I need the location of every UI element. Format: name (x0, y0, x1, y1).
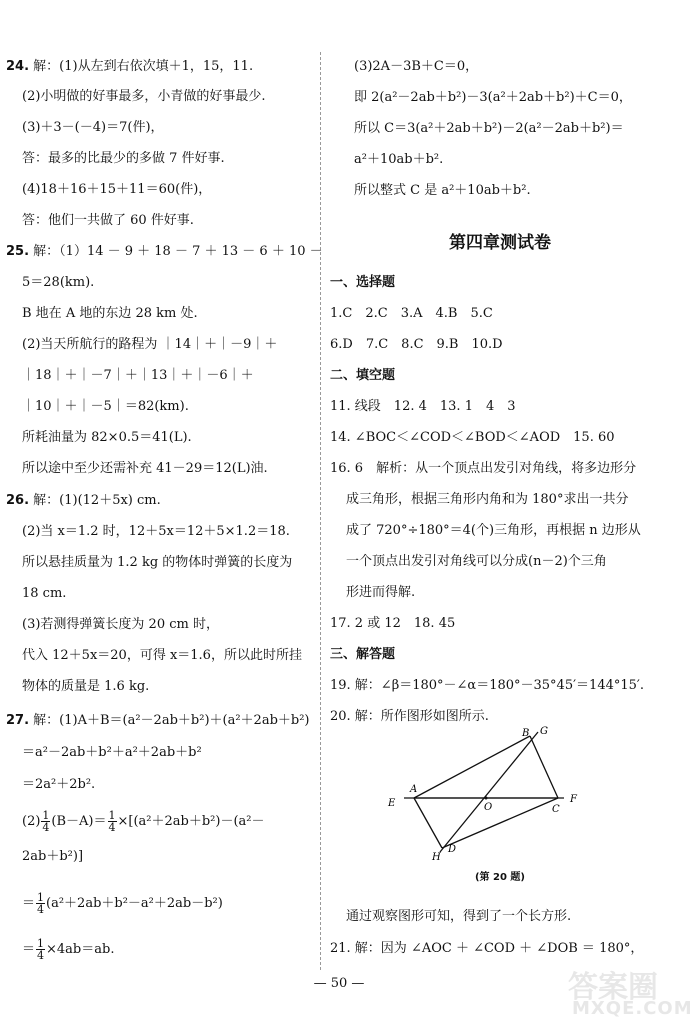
section-solve: 三、解答题 (330, 647, 396, 662)
answer-16-line-1: 16. 6 解析：从一个顶点出发引对角线，将多边形分 (330, 461, 637, 476)
answer-27-line-6: ＝ $\frac{1}{4}$ (a²＋2ab＋b²－a²＋2ab－b²) (22, 891, 223, 916)
answer-25-line-5: ｜18｜＋｜－7｜＋｜13｜＋｜－6｜＋ (22, 368, 254, 383)
answer-16-line-4: 一个顶点出发引对角线可以分成(n－2)个三角 (346, 554, 607, 569)
fill-answers-3: 17. 2 或 12 18. 45 (330, 616, 456, 631)
answer-25-line-7: 所耗油量为 82×0.5＝41(L). (22, 430, 192, 445)
answer-27-3-line-4: a²＋10ab＋b². (354, 152, 444, 167)
choice-answers-2: 6.D 7.C 8.C 9.B 10.D (330, 337, 503, 352)
answer-20-conclusion: 通过观察图形可知，得到了一个长方形. (346, 909, 572, 924)
answer-24-line-2: (2)小明做的好事最多，小青做的好事最少. (22, 89, 266, 104)
answer-25-line-8: 所以途中至少还需补充 41－29＝12(L)油. (22, 461, 268, 476)
column-divider (320, 52, 321, 970)
answer-26-line-2: (2)当 x＝1.2 时，12＋5x＝12＋5×1.2＝18. (22, 524, 290, 539)
answer-25-line-4: (2)当天所航行的路程为 ｜14｜＋｜－9｜＋ (22, 337, 278, 352)
answer-26-line-5: (3)若测得弹簧长度为 20 cm 时， (22, 617, 219, 632)
point-o (485, 797, 488, 800)
answer-24-line-5: (4)18＋16＋15＋11＝60(件)， (22, 182, 212, 197)
answer-27-3-line-2: 即 2(a²－2ab＋b²)－3(a²＋2ab＋b²)＋C＝0， (354, 90, 632, 105)
answer-24-line-1: 24. 解：(1)从左到右依次填＋1，15，11. (6, 59, 254, 74)
label-a: A (410, 784, 418, 795)
answer-19: 19. 解：∠β＝180°－∠α＝180°－35°45′＝144°15′. (330, 678, 644, 693)
answer-27-3-line-3: 所以 C＝3(a²＋2ab＋b²)－2(a²－2ab＋b²)＝ (354, 121, 624, 136)
answer-24-line-3: (3)＋3－(－4)＝7(件)， (22, 120, 164, 135)
answer-24-line-6: 答：他们一共做了 60 件好事. (22, 213, 194, 228)
label-g: G (540, 726, 548, 737)
page-number: — 50 — (313, 976, 365, 991)
answer-27-line-4: (2) $\frac{1}{4}$ (B－A)＝ $\frac{1}{4}$ ×[(a²＋2ab＋b²)－(a²－ (22, 809, 265, 834)
fraction-one-quarter: $\frac{1}{4}$ (37, 891, 45, 916)
answer-24-line-4: 答：最多的比最少的多做 7 件好事. (22, 151, 225, 166)
answer-27-3-line-5: 所以整式 C 是 a²＋10ab＋b². (354, 183, 531, 198)
answer-27-line-3: ＝2a²＋2b². (22, 777, 96, 792)
answer-26-line-6: 代入 12＋5x＝20，可得 x＝1.6，所以此时所挂 (22, 648, 302, 663)
watermark-logo: 答案圈 MXQE.COM (568, 970, 693, 1019)
answer-16-line-3: 成了 720°÷180°＝4(个)三角形，再根据 n 边形从 (346, 523, 641, 538)
label-f: F (570, 794, 577, 805)
segment-ab (414, 736, 530, 798)
chapter-title: 第四章测试卷 (449, 233, 551, 253)
answer-16-line-5: 形进而得解. (346, 585, 416, 600)
answer-27-line-2: ＝a²－2ab＋b²＋a²＋2ab＋b² (22, 745, 202, 760)
answer-27-line-7: ＝ $\frac{1}{4}$ ×4ab＝ab. (22, 937, 115, 962)
answer-26-line-4: 18 cm. (22, 586, 67, 601)
answer-25-line-6: ｜10｜＋｜－5｜＝82(km). (22, 399, 189, 414)
answer-21: 21. 解：因为 ∠AOC ＋ ∠COD ＋ ∠DOB ＝ 180°， (330, 941, 644, 956)
label-d: D (448, 844, 457, 855)
label-e: E (388, 798, 396, 809)
segment-bc (530, 736, 558, 798)
fraction-one-quarter: $\frac{1}{4}$ (108, 809, 116, 834)
answer-25-line-1: 25. 解：（1）14 － 9 ＋ 18 － 7 ＋ 13 － 6 ＋ 10 － (6, 244, 323, 259)
answer-16-line-2: 成三角形，根据三角形内角和为 180°求出一共分 (346, 492, 629, 507)
answer-25-line-2: 5＝28(km). (22, 275, 95, 290)
answer-26-line-1: 26. 解：(1)(12＋5x) cm. (6, 493, 161, 508)
label-b: B (522, 728, 530, 739)
answer-26-line-3: 所以悬挂质量为 1.2 kg 的物体时弹簧的长度为 (22, 555, 293, 570)
figure-caption: (第 20 题) (474, 872, 526, 883)
section-choice: 一、选择题 (330, 275, 396, 290)
answer-27-line-5: 2ab＋b²)] (22, 849, 84, 864)
answer-27-3-line-1: (3)2A－3B＋C＝0， (354, 59, 479, 74)
fill-answers-2: 14. ∠BOC＜∠COD＜∠BOD＜∠AOD 15. 60 (330, 430, 615, 445)
fill-answers-1: 11. 线段 12. 4 13. 1 4 3 (330, 399, 516, 414)
label-c: C (552, 804, 560, 815)
section-fill-blank: 二、填空题 (330, 368, 396, 383)
answer-26-line-7: 物体的质量是 1.6 kg. (22, 679, 150, 694)
geometry-figure (380, 724, 620, 864)
fraction-one-quarter: $\frac{1}{4}$ (37, 937, 45, 962)
fraction-one-quarter: $\frac{1}{4}$ (42, 809, 50, 834)
answer-20: 20. 解：所作图形如图所示. (330, 709, 489, 724)
label-h: H (432, 852, 441, 863)
label-o: O (484, 802, 493, 813)
choice-answers-1: 1.C 2.C 3.A 4.B 5.C (330, 306, 493, 321)
segment-cd (442, 798, 558, 848)
line-hg (440, 732, 538, 852)
answer-25-line-3: B 地在 A 地的东边 28 km 处. (22, 306, 198, 321)
answer-27-line-1: 27. 解：(1)A＋B＝(a²－2ab＋b²)＋(a²＋2ab＋b²) (6, 713, 310, 728)
segment-da (414, 798, 442, 848)
